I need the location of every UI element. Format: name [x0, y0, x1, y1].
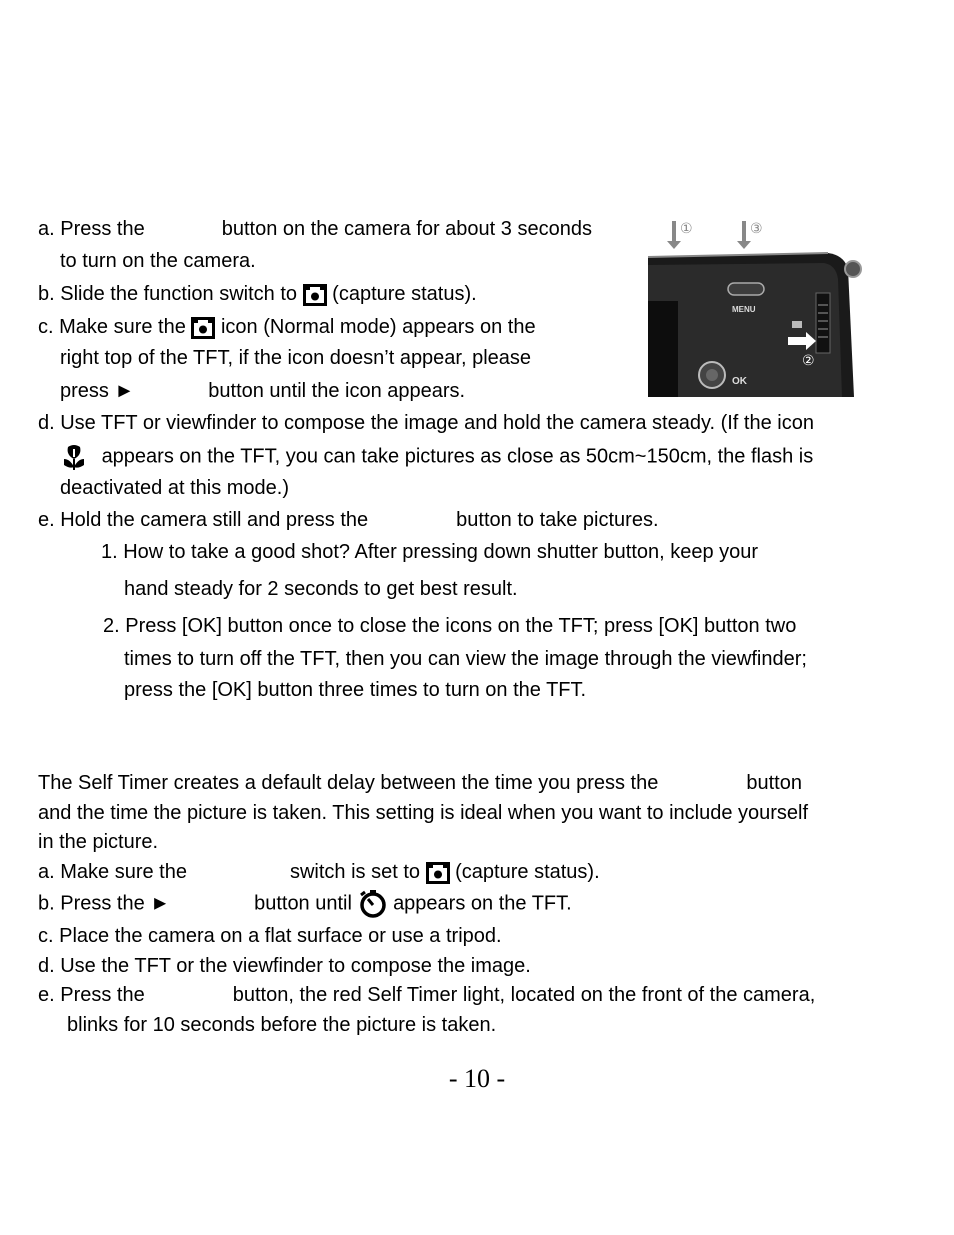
- timer-step-d: d. Use the TFT or the viewfinder to compose the image.: [38, 955, 531, 977]
- timer-step-e-line1: [38, 983, 815, 1007]
- timer-intro-text-end: button: [746, 772, 802, 794]
- timer-step-b-mid: button until: [254, 892, 352, 915]
- step-c-press: press ►: [60, 380, 135, 402]
- step-c-line2: right top of the TFT, if the icon doesn’t appear, please: [60, 347, 532, 369]
- step-c-line3: [60, 379, 465, 403]
- timer-step-a-end: (capture status).: [455, 861, 600, 883]
- step-b-text-start: b. Slide the function switch to: [38, 283, 298, 305]
- camera-normal-mode-icon: [191, 317, 215, 339]
- timer-step-c: c. Place the camera on a flat surface or use a tripod.: [38, 925, 502, 947]
- step-c-line1: [38, 315, 536, 339]
- note-1-line2: hand steady for 2 seconds to get best result.: [124, 578, 518, 600]
- camera-capture-icon: [303, 284, 327, 306]
- step-a-text-start: a. Press the: [38, 218, 145, 240]
- timer-intro-text-start: The Self Timer creates a default delay between the time you press the: [38, 772, 659, 794]
- step-c-text-end: icon (Normal mode) appears on the: [220, 316, 536, 338]
- timer-intro-line3: in the picture.: [38, 831, 159, 853]
- step-b-line: [38, 282, 477, 306]
- timer-step-a-mid: switch is set to: [289, 861, 421, 883]
- figure-label-1: ①: [680, 221, 693, 237]
- timer-step-e-end: button, the red Self Timer light, located on the front of the camera,: [232, 984, 816, 1006]
- step-d-line1: d. Use TFT or viewfinder to compose the image and hold the camera steady. (If the icon: [38, 412, 814, 434]
- step-d-line2: [60, 443, 813, 471]
- camera-capture-icon: [426, 862, 450, 884]
- timer-step-e-line2: blinks for 10 seconds before the picture is taken.: [67, 1014, 497, 1036]
- timer-step-b: [38, 889, 572, 919]
- camera-back-photo: [648, 213, 864, 397]
- note-2-line3: press the [OK] button three times to turn on the TFT.: [124, 679, 587, 701]
- note-2-line1: 2. Press [OK] button once to close the icons on the TFT; press [OK] button two: [103, 615, 797, 637]
- timer-step-e-start: e. Press the: [38, 984, 145, 1006]
- timer-step-b-start: b. Press the ►: [38, 892, 171, 915]
- step-c-text-start: c. Make sure the: [38, 316, 186, 338]
- note-1-line1: 1. How to take a good shot? After pressing down shutter button, keep your: [101, 541, 759, 563]
- step-a-line1: [38, 217, 592, 241]
- step-e-text-start: e. Hold the camera still and press the: [38, 509, 369, 531]
- macro-flower-icon: [60, 443, 88, 471]
- self-timer-icon: [358, 889, 388, 919]
- step-c-text-end2: button until the icon appears.: [208, 380, 466, 402]
- figure-menu-label: MENU: [732, 305, 756, 314]
- step-e-text-end: button to take pictures.: [456, 509, 659, 531]
- step-d-text: appears on the TFT, you can take pictures as close as 50cm~150cm, the flash is: [101, 445, 814, 468]
- figure-label-3: ③: [750, 221, 763, 237]
- figure-label-2: ②: [802, 353, 815, 369]
- timer-step-b-end: appears on the TFT.: [393, 892, 572, 915]
- step-e-line: [38, 508, 659, 532]
- step-a-line2: to turn on the camera.: [60, 250, 256, 272]
- timer-intro-line1: [38, 771, 802, 795]
- timer-intro-line2: and the time the picture is taken. This setting is ideal when you want to include yourself: [38, 802, 809, 824]
- step-a-text-end: button on the camera for about 3 seconds: [221, 218, 592, 240]
- step-d-line3: deactivated at this mode.): [60, 477, 290, 499]
- timer-step-a: [38, 860, 600, 884]
- note-2-line2: times to turn off the TFT, then you can view the image through the viewfinder;: [124, 648, 807, 670]
- timer-step-a-start: a. Make sure the: [38, 861, 187, 883]
- figure-ok-label: OK: [732, 376, 747, 387]
- page-number: - 10 -: [448, 1064, 506, 1093]
- step-b-text-end: (capture status).: [332, 283, 477, 305]
